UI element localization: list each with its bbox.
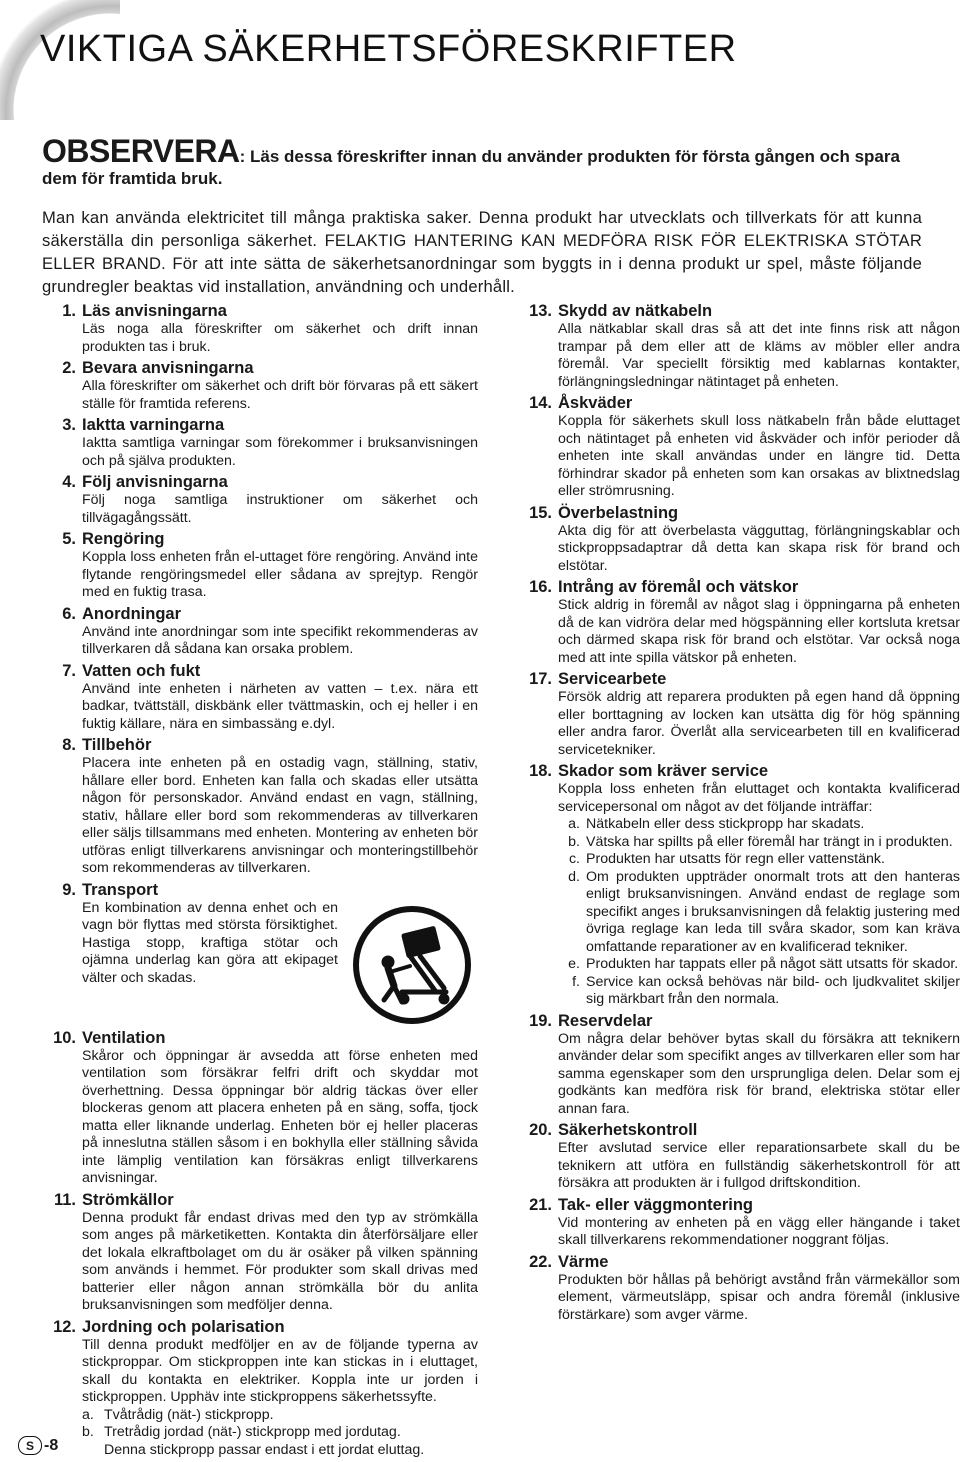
item-title: Säkerhetskontroll	[558, 1121, 698, 1139]
safety-item	[42, 881, 478, 1026]
item-body: Iaktta samtliga varningar som förekommer i bruksanvisningen och på själva produkten.	[82, 435, 478, 469]
observera-text: : Läs dessa föreskrifter innan du använder produkten för första gången och spara dem för framtida bruk.	[42, 147, 900, 188]
list-letter: b.	[82, 1424, 94, 1440]
item-number: 13.	[529, 302, 552, 320]
list-letter: f.	[572, 973, 580, 990]
safety-item	[518, 762, 960, 1009]
safety-item	[518, 1121, 960, 1193]
item-number: 8.	[62, 736, 76, 754]
item-body: Placera inte enheten på en ostadig vagn, ställning, stativ, hållare eller bord. Enheten kan falla och skadas eller utsätta någon för personskador. Använd endast en vagn, ställning, stativ, hållare eller bord som rekommenderas av tillverkaren eller säljs tillsammans med enheten. Montering av enheten bör utföras enligt tillverkarens anvisningar och monteringstillbehör som rekommenderas av tillverkaren.	[82, 755, 478, 876]
observera-notice	[42, 133, 922, 190]
item-body: Använd inte enheten i närheten av vatten – t.ex. nära ett badkar, tvättställ, diskbänk eller tvättmaskin, och ej heller i en fuktig källare, nära en simbassäng e.dyl.	[82, 680, 478, 732]
item-body: Alla föreskrifter om säkerhet och drift bör förvaras på ett säkert ställe för framtida referens.	[82, 378, 478, 412]
list-text: Produkten har utsatts för regn eller vattenstänk.	[586, 851, 885, 867]
page-number	[18, 1436, 58, 1455]
list-letter	[82, 1442, 104, 1460]
item-body: Akta dig för att överbelasta vägguttag, förlängningskablar och stickproppsadaptrar då detta kan skapa risk för brand och elstötar.	[558, 522, 960, 574]
plug-type-list	[82, 1407, 478, 1460]
list-item	[558, 956, 960, 974]
item-number: 11.	[53, 1190, 76, 1209]
page-number-text: -8	[44, 1436, 59, 1454]
list-text: Tretrådig jordad (nät-) stickpropp med jordutag.	[104, 1424, 401, 1440]
safety-item	[42, 662, 478, 734]
item-title: Överbelastning	[558, 503, 679, 522]
item-number: 9.	[62, 880, 76, 899]
safety-item	[518, 394, 960, 501]
item-title: Anordningar	[82, 604, 181, 623]
list-item	[82, 1407, 478, 1425]
safety-item	[42, 473, 478, 527]
left-column	[42, 302, 478, 1462]
item-title: Iaktta varningarna	[82, 416, 225, 434]
item-title: Läs anvisningarna	[82, 302, 227, 320]
safety-item	[42, 605, 478, 659]
list-text: Denna stickpropp passar endast i ett jordat eluttag.	[104, 1441, 425, 1458]
safety-item	[518, 1253, 960, 1325]
list-text: Om produkten uppträder onormalt trots att den hanteras enligt bruksanvisningen. Använd endast de reglage som specifikt anges i bruksanvisningen då felaktig justering med övriga reglage kan leda till svåra skador, som kan kräva omfattande reparationer av en kvalificerad tekniker.	[586, 868, 960, 955]
item-number: 12.	[53, 1317, 76, 1336]
item-body: Skåror och öppningar är avsedda att förse enheten med ventilation som försäkrar felfri drift och skyddar mot överhettning. Dessa öppningar bör aldrig täckas över eller blockeras genom att placera enheten på en säng, soffa, tjock matta eller liknande underlag. Enheten bör ej heller placeras på inneslutna ställen såsom i en bokhylla eller ställning såvida inte lämplig ventilation kan försäkras enligt tillverkarens anvisningar.	[82, 1047, 478, 1186]
item-title: Transport	[82, 880, 159, 899]
list-text: Tvåtrådig (nät-) stickpropp.	[104, 1406, 274, 1423]
item-title: Åskväder	[558, 394, 633, 412]
item-number: 22.	[529, 1252, 552, 1271]
safety-item	[42, 1029, 478, 1188]
item-number: 2.	[62, 359, 76, 377]
item-number: 14.	[529, 394, 552, 412]
item-number: 18.	[529, 762, 552, 780]
item-title: Värme	[558, 1252, 609, 1271]
list-item	[558, 851, 960, 869]
safety-item	[42, 1191, 478, 1315]
list-text: Vätska har spillts på eller föremål har trängt in i produkten.	[586, 833, 953, 850]
safety-item	[518, 1196, 960, 1250]
item-title: Tak- eller väggmontering	[558, 1195, 753, 1214]
list-item	[558, 834, 960, 852]
item-number: 17.	[529, 670, 552, 688]
item-number: 4.	[62, 473, 76, 491]
item-number: 20.	[529, 1121, 552, 1139]
safety-item	[518, 670, 960, 759]
item-number: 1.	[62, 302, 76, 320]
list-letter: b.	[568, 833, 580, 850]
item-title: Jordning och polarisation	[82, 1317, 285, 1336]
list-item	[558, 869, 960, 957]
item-body: Använd inte anordningar som inte specifikt rekommenderas av tillverkaren då sådana kan orsaka problem.	[82, 623, 478, 657]
safety-item	[42, 416, 478, 470]
observera-label: OBSERVERA	[42, 133, 240, 169]
item-number: 7.	[62, 661, 76, 680]
intro-paragraph: Man kan använda elektricitet till många praktiska saker. Denna produkt har utvecklats och tillverkats för att kunna säkerställa din personliga säkerhet. FELAKTIG HANTERING KAN MEDFÖRA RISK FÖR ELEKTRISKA STÖTAR ELLER BRAND. För att inte sätta de säkerhetsanordningar som byggts in i denna produkt ur spel, måste följande grundregler beaktas vid installation, användning och underhåll.	[42, 208, 922, 296]
page-title: VIKTIGA SÄKERHETSFÖRESKRIFTER	[40, 28, 737, 70]
item-body: Denna produkt får endast drivas med den typ av strömkälla som anges på märketiketten. Kontakta din återförsäljare eller det lokala elkraftbolaget om du är osäker på vilken spänning som används i hemmet. För produkter som skall drivas med batterier eller någon annan strömkälla bör du anlita bruksanvisningen som medföljer denna.	[82, 1209, 478, 1313]
item-number: 6.	[62, 604, 76, 623]
item-body: Koppla loss enheten från eluttaget och kontakta kvalificerad servicepersonal om något av det följande inträffar:	[558, 781, 960, 815]
list-letter: e.	[568, 956, 580, 972]
safety-item	[42, 302, 478, 356]
item-title: Vatten och fukt	[82, 661, 201, 680]
service-conditions-list	[558, 816, 960, 1009]
item-title: Intrång av föremål och vätskor	[558, 578, 799, 596]
item-title: Strömkällor	[82, 1190, 174, 1209]
list-item	[82, 1424, 478, 1442]
item-number: 15.	[529, 503, 552, 522]
list-text: Produkten har tappats eller på något sätt utsatts för skador.	[586, 956, 959, 972]
item-title: Följ anvisningarna	[82, 473, 228, 491]
list-item	[82, 1442, 478, 1460]
item-number: 10.	[53, 1028, 76, 1047]
item-body: En kombination av denna enhet och en vagn bör flyttas med största försiktighet. Hastiga stopp, kraftiga stötar och ojämna underlag kan göra att ekipaget välter och skadas.	[82, 899, 338, 986]
item-body: Efter avslutad service eller reparationsarbete skall du be teknikern att utföra en fullständig säkerhetskontroll för att försäkra att produkten är i fullgod driftskondition.	[558, 1140, 960, 1191]
right-column	[518, 302, 960, 1327]
language-badge: S	[18, 1436, 42, 1455]
list-letter: a.	[82, 1406, 94, 1423]
item-title: Tillbehör	[82, 736, 152, 754]
item-title: Skydd av nätkabeln	[558, 302, 713, 320]
item-body: Stick aldrig in föremål av något slag i öppningarna på enheten då de kan vidröra delar med högspänning eller kortsluta kretsar och därmed skapa risk för brand och elstötar. Var också noga med att inte spilla vätskor på enheten.	[558, 597, 960, 666]
safety-item	[42, 359, 478, 413]
list-item	[558, 816, 960, 834]
list-letter: d.	[568, 868, 580, 885]
cart-tip-over-warning-icon	[348, 904, 476, 1026]
list-letter: a.	[568, 816, 580, 832]
item-number: 5.	[62, 530, 76, 548]
item-number: 19.	[529, 1011, 552, 1030]
safety-item	[42, 530, 478, 602]
item-body: Försök aldrig att reparera produkten på egen hand då öppning eller borttagning av locken kan utsätta dig för hög spänning eller andra faror. Överlåt alla servicearbeten till en kvalificerad servicetekniker.	[558, 689, 960, 758]
item-number: 3.	[62, 416, 76, 434]
item-body: Vid montering av enheten på en vägg eller hängande i taket skall tillverkarens rekommendationer noggrant följas.	[558, 1214, 960, 1248]
safety-item	[42, 1318, 478, 1460]
item-body: Läs noga alla föreskrifter om säkerhet och drift innan produkten tas i bruk.	[82, 321, 478, 355]
safety-item	[518, 302, 960, 391]
list-text: Nätkabeln eller dess stickpropp har skadats.	[586, 816, 865, 832]
item-body: Produkten bör hållas på behörigt avstånd från värmekällor som element, värmeutsläpp, spisar och andra föremål (inklusive förstärkare) som avger värme.	[558, 1271, 960, 1323]
item-number: 21.	[529, 1195, 552, 1214]
safety-item	[518, 578, 960, 667]
item-title: Bevara anvisningarna	[82, 359, 254, 377]
item-body: Koppla för säkerhets skull loss nätkabeln från både eluttaget och nätintaget på enheten vid åskväder och inför perioder då enheten inte skall användas under en längre tid. Detta förhindrar skador på enheten som kan orsakas av blixtnedslag eller strömrusning.	[558, 413, 960, 499]
item-body: Till denna produkt medföljer en av de följande typerna av stickproppar. Om stickproppen inte kan stickas in i eluttaget, skall du kontakta en elektriker. Koppla inte ur jorden i stickproppen. Upphäv inte stickproppens säkerhetssyfte.	[82, 1336, 478, 1405]
item-body: Följ noga samtliga instruktioner om säkerhet och tillvägagångssätt.	[82, 492, 478, 526]
item-body: Koppla loss enheten från el-uttaget före rengöring. Använd inte flytande rengöringsmedel eller sådana av sprejtyp. Rengör med en fuktig trasa.	[82, 549, 478, 600]
list-item	[558, 974, 960, 1009]
list-text: Service kan också behövas när bild- och ljudkvalitet skiljer sig märkbart från den normala.	[586, 973, 960, 1007]
item-title: Servicearbete	[558, 670, 667, 688]
list-letter: c.	[568, 851, 580, 867]
item-title: Skador som kräver service	[558, 762, 769, 780]
item-title: Reservdelar	[558, 1011, 653, 1030]
item-title: Rengöring	[82, 530, 165, 548]
item-title: Ventilation	[82, 1028, 166, 1047]
item-body: Alla nätkablar skall dras så att det inte finns risk att någon trampar på dem eller att de kläms av möbler eller andra föremål. Var speciellt försiktig med kablarnas kontakter, förlängningsledningar nätintaget på enheten.	[558, 321, 960, 390]
safety-item	[42, 736, 478, 878]
item-number: 16.	[529, 578, 552, 596]
item-body: Om några delar behöver bytas skall du försäkra att teknikern använder delar som specifikt anges av tillverkaren eller som har samma egenskaper som den ursprungliga delen. Delar som ej godkänts kan medföra risk för brand, elektriska stötar eller annan fara.	[558, 1030, 960, 1117]
safety-item	[518, 1012, 960, 1119]
safety-item	[518, 504, 960, 576]
